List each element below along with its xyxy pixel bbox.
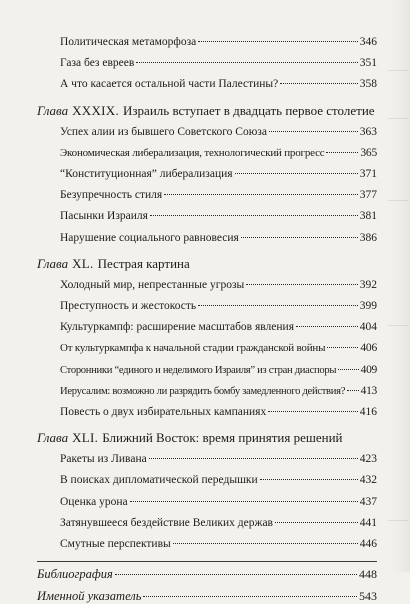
dot-leader: [143, 596, 357, 597]
toc-entry-page: 437: [359, 495, 377, 508]
toc-entry[interactable]: [60, 210, 377, 222]
toc-entry-title: Успех алии из бывшего Советского Союза: [60, 125, 267, 138]
toc-entry[interactable]: [60, 385, 377, 397]
toc-entry[interactable]: [60, 168, 377, 180]
dot-leader: [198, 305, 358, 306]
toc-entry-title: Политическая метаморфоза: [60, 36, 197, 48]
dot-leader: [327, 347, 358, 348]
toc-entry-title: Смутные перспективы: [60, 538, 171, 550]
dot-leader: [296, 326, 358, 327]
toc-entry[interactable]: [60, 453, 377, 465]
dot-leader: [150, 215, 358, 216]
dot-leader: [149, 458, 358, 459]
toc-entry-title: В поисках дипломатической передышки: [60, 474, 258, 487]
toc-entry-page: 543: [359, 589, 377, 604]
toc-entry-title: Нарушение социального равновесия: [60, 231, 239, 244]
toc-entry-title: Культуркампф: расширение масштабов явления: [60, 321, 294, 334]
bleed-through-line: [388, 200, 408, 201]
toc-entry-title: “Конституционная” либерализация: [60, 168, 233, 180]
toc-entry-page: 386: [359, 231, 377, 244]
toc-entry-page: 432: [359, 474, 377, 487]
chapter-prefix: Глава: [37, 255, 69, 271]
toc-entry-page: 446: [359, 538, 377, 550]
dot-leader: [115, 574, 357, 575]
toc-entry-page: 406: [360, 342, 377, 355]
toc-entry-page: 351: [359, 57, 377, 70]
toc-entry[interactable]: [60, 126, 377, 138]
toc-entry-title: Ракеты из Ливана: [60, 453, 147, 466]
toc-entry-title: Сторонники “единого и неделимого Израиля” из стран диаспоры: [60, 364, 337, 376]
bleed-through-line: [388, 70, 408, 71]
dot-leader: [235, 173, 358, 174]
dot-leader: [347, 390, 359, 391]
toc-entry-page: 363: [359, 125, 377, 138]
toc-entry-title: Экономическая либерализация, технологический прогресс: [60, 146, 325, 159]
toc-entry-page: 448: [359, 567, 377, 582]
toc-entry-title: Именной указатель: [37, 589, 142, 604]
toc-entry-title: Пасынки Израиля: [60, 210, 148, 223]
chapter-title: Ближний Восток: время принятия решений: [102, 430, 343, 446]
toc-entry-title: Затянувшееся бездействие Великих держав: [60, 516, 273, 529]
dot-leader: [164, 194, 358, 195]
dot-leader: [280, 83, 357, 84]
chapter-title: Израиль вступает в двадцать первое столетие: [123, 102, 375, 118]
toc-entry[interactable]: [60, 538, 377, 550]
toc-entry[interactable]: [60, 342, 377, 354]
toc-entry-title: Библиография: [37, 567, 113, 582]
dot-leader: [136, 62, 357, 63]
toc-entry-title: Повесть о двух избирательных кампаниях: [60, 406, 267, 418]
toc-entry-page: 441: [359, 516, 377, 529]
toc-entry[interactable]: [60, 36, 377, 48]
dot-leader: [173, 543, 358, 544]
toc-entry[interactable]: [60, 496, 377, 508]
chapter-heading[interactable]: [37, 256, 377, 272]
dot-leader: [326, 152, 358, 153]
toc-entry-title: А что касается остальной части Палестины?: [60, 78, 279, 91]
toc-entry[interactable]: [60, 406, 377, 418]
dot-leader: [269, 131, 358, 132]
toc-entry-title: Безупречность стиля: [60, 189, 163, 202]
toc-entry-title: Оценка урона: [60, 495, 128, 508]
toc-entry-page: 413: [360, 384, 377, 397]
dot-leader: [130, 501, 358, 502]
toc-entry-page: 399: [359, 300, 377, 312]
dot-leader: [338, 369, 358, 370]
dot-leader: [246, 284, 358, 285]
toc-entry-title: От культуркампфа к начальной стадии гражданской войны: [60, 342, 326, 355]
chapter-number: XXXIX.: [72, 102, 120, 118]
toc-entry-page: 381: [359, 210, 377, 223]
toc-entry[interactable]: [60, 78, 377, 90]
dot-leader: [268, 411, 358, 412]
toc-entry-page: 416: [359, 406, 377, 418]
dot-leader: [260, 479, 358, 480]
toc-entry[interactable]: [60, 300, 377, 312]
toc-entry-page: 404: [359, 321, 377, 334]
chapter-prefix: Глава: [37, 102, 69, 118]
toc-back-matter-entry[interactable]: [37, 567, 377, 582]
chapter-heading[interactable]: [37, 430, 377, 446]
toc-back-matter-entry[interactable]: [37, 589, 377, 604]
bleed-through-line: [388, 118, 408, 119]
toc-entry-page: 371: [359, 168, 377, 180]
toc-entry-page: 358: [359, 78, 377, 91]
toc-entry[interactable]: [60, 147, 377, 159]
dot-leader: [198, 41, 358, 42]
toc-entry-title: Преступность и жестокость: [60, 300, 197, 312]
toc-entry[interactable]: [60, 189, 377, 201]
toc-entry-page: 346: [359, 36, 377, 48]
chapter-number: XL.: [72, 255, 94, 271]
chapter-title: Пестрая картина: [97, 255, 190, 271]
toc-entry[interactable]: [60, 57, 377, 69]
chapter-heading[interactable]: [37, 103, 377, 119]
toc-entry[interactable]: [60, 279, 377, 291]
toc-entry-page: 377: [359, 189, 377, 202]
bleed-through-line: [388, 520, 408, 521]
section-divider: [37, 561, 377, 562]
toc-entry-title: Холодный мир, непрестанные угрозы: [60, 278, 245, 291]
toc-entry[interactable]: [60, 232, 377, 244]
toc-entry-title: Газа без евреев: [60, 57, 135, 70]
toc-entry[interactable]: [60, 517, 377, 529]
dot-leader: [275, 522, 358, 523]
bleed-through-line: [388, 325, 408, 326]
toc-entry-page: 423: [359, 453, 377, 466]
page-edge-shadow: [388, 0, 410, 572]
toc-entry-title: Иерусалим: возможно ли разрядить бомбу замедленного действия?: [60, 385, 346, 397]
toc-entry[interactable]: [60, 321, 377, 333]
chapter-number: XLI.: [72, 430, 99, 446]
toc-entry[interactable]: [60, 474, 377, 486]
toc-entry-page: 392: [359, 278, 377, 291]
dot-leader: [241, 237, 358, 238]
toc-entry-page: 365: [360, 146, 377, 159]
toc-entry-page: 409: [360, 363, 377, 376]
chapter-prefix: Глава: [37, 430, 69, 446]
toc-entry[interactable]: [60, 364, 377, 376]
